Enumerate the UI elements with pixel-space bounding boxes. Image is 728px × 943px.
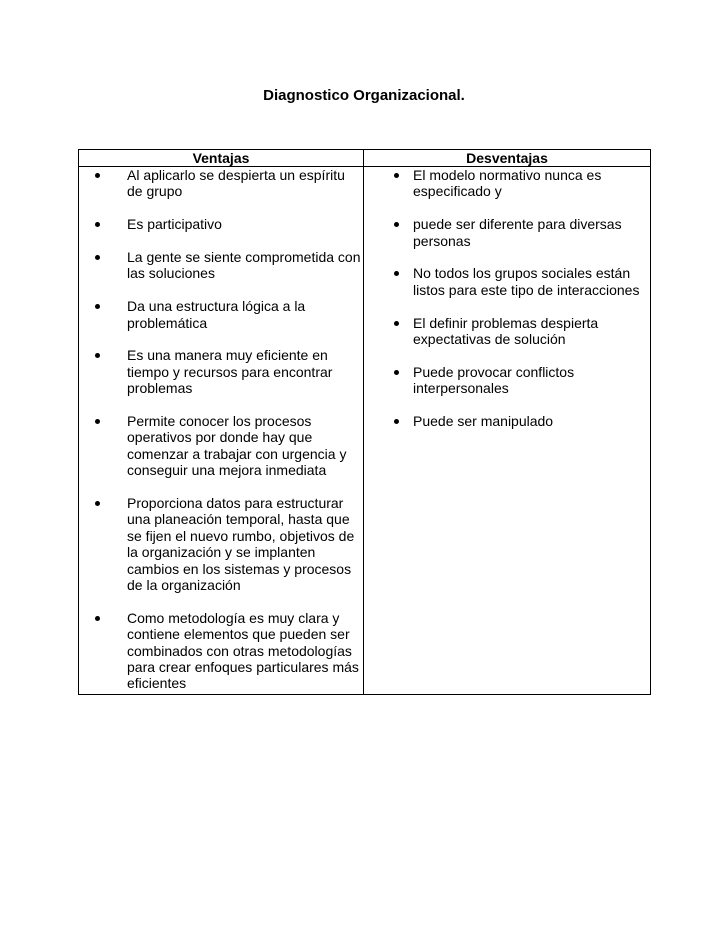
bullet-icon xyxy=(95,255,100,260)
ventaja-text: Es participativo xyxy=(127,216,222,233)
list-item xyxy=(364,167,650,200)
ventaja-text: Da una estructura lógica a la problemática xyxy=(127,298,306,331)
bullet-icon xyxy=(95,304,100,309)
desventajas-list xyxy=(364,167,650,431)
desventaja-text: El modelo normativo nunca es especificado y xyxy=(413,167,602,200)
desventaja-text: puede ser diferente para diversas personas xyxy=(413,216,622,249)
table-body-row xyxy=(79,167,651,695)
bullet-icon xyxy=(394,271,399,276)
comparison-table xyxy=(78,149,651,695)
header-desventajas: Desventajas xyxy=(364,150,651,167)
list-item xyxy=(79,298,363,331)
table-header-row xyxy=(79,150,651,167)
list-item xyxy=(79,610,363,692)
bullet-icon xyxy=(95,616,100,621)
list-item xyxy=(364,265,650,298)
bullet-icon xyxy=(394,419,399,424)
ventaja-text: Al aplicarlo se despierta un espíritu de grupo xyxy=(127,167,345,200)
ventajas-cell xyxy=(79,167,364,695)
list-item xyxy=(364,216,650,249)
list-item xyxy=(364,413,650,429)
list-item xyxy=(79,495,363,593)
desventaja-text: El definir problemas despierta expectativas de solución xyxy=(413,314,599,348)
desventaja-text: Puede provocar conflictos interpersonales xyxy=(413,363,575,397)
ventajas-list xyxy=(79,167,363,694)
list-item xyxy=(79,347,363,396)
ventaja-text: Como metodología es muy clara y contiene elementos que pueden ser combinados con otras metodologías para crear enfoques particulares más eficientes xyxy=(127,609,359,692)
bullet-icon xyxy=(95,353,100,358)
list-item xyxy=(79,216,363,232)
desventaja-text: No todos los grupos sociales están listos para este tipo de interacciones xyxy=(413,265,640,298)
bullet-icon xyxy=(394,222,399,227)
bullet-icon xyxy=(394,370,399,375)
list-item xyxy=(364,364,650,397)
bullet-icon xyxy=(95,222,100,227)
bullet-icon xyxy=(95,501,100,506)
list-item xyxy=(79,249,363,282)
list-item xyxy=(364,315,650,348)
bullet-icon xyxy=(394,321,399,326)
desventaja-text: Puede ser manipulado xyxy=(413,413,554,430)
bullet-icon xyxy=(95,419,100,424)
bullet-icon xyxy=(95,173,100,178)
ventaja-text: Es una manera muy eficiente en tiempo y recursos para encontrar problemas xyxy=(127,347,333,397)
ventaja-text: La gente se siente comprometida con las soluciones xyxy=(127,249,361,282)
desventajas-cell xyxy=(364,167,651,695)
ventaja-text: Permite conocer los procesos operativos por donde hay que comenzar a trabajar con urgencia y conseguir una mejora inmediata xyxy=(127,413,347,479)
list-item xyxy=(79,413,363,479)
list-item xyxy=(79,167,363,200)
bullet-icon xyxy=(394,173,399,178)
header-ventajas: Ventajas xyxy=(79,150,364,167)
document-title: Diagnostico Organizacional. xyxy=(263,87,465,104)
ventaja-text: Proporciona datos para estructurar una planeación temporal, hasta que se fijen el nuevo rumbo, objetivos de la organización y se implanten cambios en los sistemas y procesos de la organización xyxy=(127,495,355,594)
